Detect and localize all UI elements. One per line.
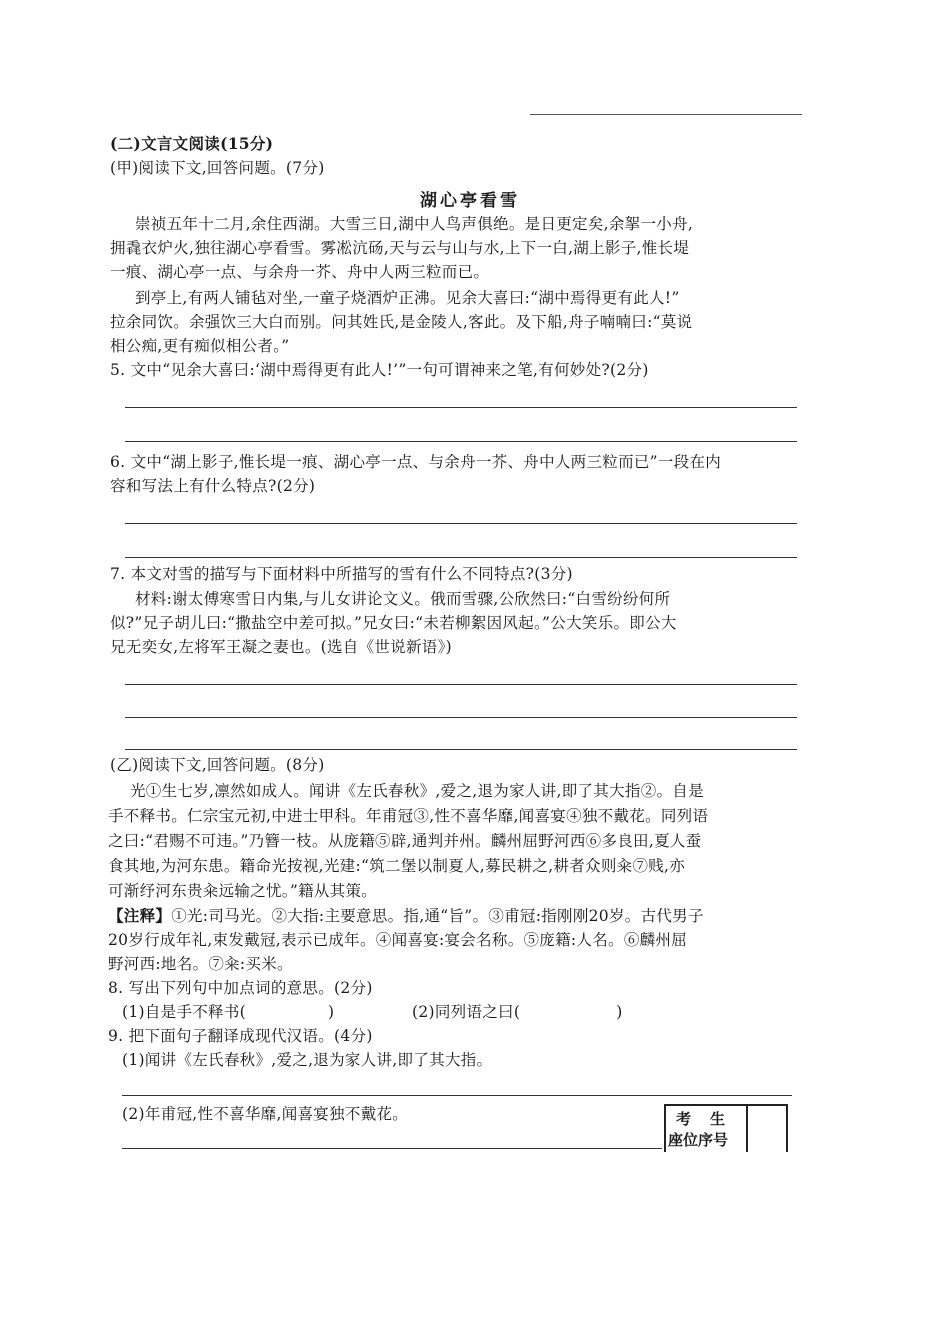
question-8-item-1-text: (1)自是手不释书( [122, 1003, 247, 1021]
seat-number-input-cell[interactable] [748, 1106, 786, 1152]
answer-line[interactable] [125, 684, 797, 685]
question-6-line-1: 6. 文中“湖上影子,惟长堤一痕、湖心亭一点、与余舟一芥、舟中人两三粒而已”一段在内 [110, 453, 722, 471]
question-9-item-1: (1)闻讲《左氏春秋》,爱之,退为家人讲,即了其大指。 [122, 1051, 493, 1069]
question-8-item-2-close: ) [616, 1003, 623, 1021]
seat-label-line-2: 座位序号 [668, 1131, 729, 1149]
answer-line[interactable] [125, 717, 797, 718]
question-8-item-1 [122, 1002, 334, 1022]
question-6-line-2: 容和写法上有什么特点?(2分) [110, 477, 316, 495]
section-heading: (二)文言文阅读(15分) [110, 134, 274, 153]
answer-line[interactable] [125, 557, 797, 558]
material-line-3: 兄无奕女,左将军王凝之妻也。(选自《世说新语》) [110, 638, 452, 656]
question-8-item-2-text: (2)同列语之曰( [412, 1003, 521, 1021]
question-8-item-1-close: ) [328, 1003, 335, 1021]
passage-title: 湖心亭看雪 [420, 191, 520, 211]
seat-number-label-cell [666, 1106, 748, 1152]
part-a-heading: (甲)阅读下文,回答问题。(7分) [110, 159, 325, 177]
notes-line-3: 野河西:地名。⑦籴:买米。 [108, 955, 293, 973]
seat-number-box [664, 1104, 788, 1152]
passage-b-line-3: 之曰:“君赐不可违。”乃簪一枝。从庞籍⑤辟,通判并州。麟州屈野河西⑥多良田,夏人蚕 [108, 832, 702, 850]
question-9-item-2: (2)年甫冠,性不喜华靡,闻喜宴独不戴花。 [122, 1105, 409, 1123]
seat-label-line-1: 考 生 [676, 1110, 728, 1128]
answer-line[interactable] [125, 441, 797, 442]
passage-a-line-1: 崇祯五年十二月,余住西湖。大雪三日,湖中人鸟声俱绝。是日更定矣,余挐一小舟, [135, 215, 694, 233]
question-9: 9. 把下面句子翻译成现代汉语。(4分) [108, 1027, 373, 1045]
notes-label: 【注释】 [108, 906, 172, 925]
question-8-item-2 [412, 1002, 623, 1022]
passage-b-line-1: 光①生七岁,凛然如成人。闻讲《左氏春秋》,爱之,退为家人讲,即了其大指②。自是 [130, 782, 704, 800]
notes-line-1 [108, 906, 704, 926]
passage-a-line-4: 到亭上,有两人铺毡对坐,一童子烧酒炉正沸。见余大喜曰:“湖中焉得更有此人!” [135, 289, 680, 307]
question-5: 5. 文中“见余大喜曰:‘湖中焉得更有此人!’”一句可谓神来之笔,有何妙处?(2分) [110, 361, 649, 379]
passage-b-line-5: 可渐纾河东贵籴远输之忧。”籍从其策。 [108, 882, 378, 900]
passage-a-line-3: 一痕、湖心亭一点、与余舟一芥、舟中人两三粒而已。 [110, 263, 490, 281]
answer-line[interactable] [125, 407, 797, 408]
answer-line[interactable] [122, 1148, 662, 1149]
passage-a-line-6: 相公痴,更有痴似相公者。” [110, 337, 290, 355]
passage-b-line-2: 手不释书。仁宗宝元初,中进士甲科。年甫冠③,性不喜华靡,闻喜宴④独不戴花。同列语 [108, 807, 709, 825]
passage-a-line-2: 拥毳衣炉火,独往湖心亭看雪。雾凇沆砀,天与云与山与水,上下一白,湖上影子,惟长堤 [110, 239, 690, 257]
notes-text-1: ①光:司马光。②大指:主要意思。指,通“旨”。③甫冠:指刚刚20岁。古代男子 [171, 907, 704, 925]
question-8: 8. 写出下列句中加点词的意思。(2分) [108, 979, 373, 997]
material-line-2: 似?”兄子胡儿曰:“撒盐空中差可拟。”兄女曰:“未若柳絮因风起。”公大笑乐。即公大 [110, 614, 677, 632]
part-b-heading: (乙)阅读下文,回答问题。(8分) [110, 756, 325, 774]
passage-a-line-5: 拉余同饮。余强饮三大白而别。问其姓氏,是金陵人,客此。及下船,舟子喃喃曰:“莫说 [110, 313, 693, 331]
passage-b-line-4: 食其地,为河东患。籍命光按视,光建:“筑二堡以制夏人,募民耕之,耕者众则籴⑦贱,亦 [108, 857, 686, 875]
question-7: 7. 本文对雪的描写与下面材料中所描写的雪有什么不同特点?(3分) [110, 565, 573, 583]
answer-line[interactable] [125, 523, 797, 524]
material-line-1: 材料:谢太傅寒雪日内集,与儿女讲论文义。俄而雪骤,公欣然曰:“白雪纷纷何所 [135, 590, 671, 608]
answer-line[interactable] [125, 749, 797, 750]
notes-line-2: 20岁行成年礼,束发戴冠,表示已成年。④闻喜宴:宴会名称。⑤庞籍:人名。⑥麟州屈 [108, 931, 688, 949]
header-rule [530, 114, 802, 115]
answer-line[interactable] [122, 1095, 792, 1096]
